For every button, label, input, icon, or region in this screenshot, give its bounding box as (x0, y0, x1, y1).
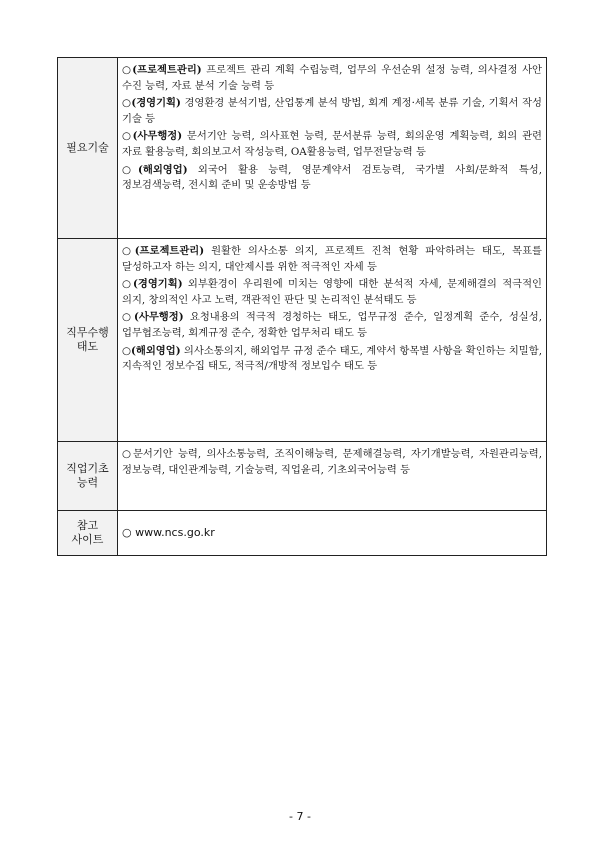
page-number: - 7 - (289, 810, 311, 823)
bullet-circle: ○ (122, 97, 132, 110)
item-category: (프로젝트관리) (132, 64, 202, 76)
bullet-circle: ○ (122, 344, 132, 357)
table-row-basic-competency (58, 442, 547, 511)
table-row-required-skills (58, 58, 547, 239)
row-label-text: 참고 (76, 519, 99, 532)
bullet-circle: ○ (122, 163, 139, 176)
job-description-table (57, 57, 547, 556)
item-category: (프로젝트관리) (134, 245, 205, 257)
list-item (122, 344, 542, 375)
item-text: 외국어 활용 능력, 영문계약서 검토능력, 국가별 사회/문화적 특성, 정보검색능력, 전시회 준비 및 운송방법 등 (122, 163, 542, 192)
bullet-circle: ○ (122, 448, 133, 460)
row-content-basic-competency (118, 442, 547, 511)
list-item (122, 129, 542, 160)
table-row-job-attitude (58, 239, 547, 442)
row-label-basic-competency (58, 442, 118, 511)
row-label-text: 능력 (76, 476, 99, 489)
list-item (122, 63, 542, 94)
bullet-circle: ○ (122, 245, 135, 257)
list-item (122, 447, 542, 478)
reference-site-link[interactable]: www.ncs.go.kr (135, 526, 215, 540)
item-text: 경영환경 분석기법, 산업통계 분석 방법, 회계 계정·세목 분류 기술, 기획서 작성 기술 등 (122, 97, 542, 125)
bullet-circle: ○ (122, 526, 132, 540)
row-label-text: 필요기술 (66, 141, 109, 154)
list-item (122, 163, 542, 194)
bullet-circle: ○ (122, 130, 133, 143)
item-category: (경영기획) (133, 278, 183, 291)
item-category: (사무행정) (134, 311, 184, 324)
list-item (122, 96, 542, 127)
item-text: 의사소통의지, 해외업무 규정 준수 태도, 계약서 항목별 사항을 확인하는 치밀함, 지속적인 정보수집 태도, 적극적/개방적 정보입수 태도 등 (122, 344, 542, 373)
row-label-text: 태도 (76, 340, 99, 353)
row-content-required-skills (118, 58, 547, 239)
item-category: (해외영업) (138, 163, 188, 176)
row-label-text: 직무수행 (66, 326, 109, 339)
item-text: 요청내용의 적극적 경청하는 태도, 업무규정 준수, 일정계획 준수, 성실성, 업무협조능력, 회계규정 준수, 정확한 업무처리 태도 등 (122, 311, 542, 339)
list-item (122, 277, 542, 308)
item-category: (사무행정) (132, 130, 183, 143)
item-text: 문서기안 능력, 의사소통능력, 조직이해능력, 문제해결능력, 자기개발능력, 자원관리능력, 정보능력, 대인관계능력, 기술능력, 직업윤리, 기초외국어능력 등 (122, 448, 542, 476)
item-text: 외부환경이 우리원에 미치는 영향에 대한 분석적 자세, 문제해결의 적극적인 의지, 창의적인 사고 노력, 객관적인 판단 및 논리적인 분석태도 등 (122, 278, 542, 306)
item-text: 프로젝트 관리 계획 수립능력, 업무의 우선순위 설정 능력, 의사결정 사안 수진 능력, 자료 분석 기술 능력 등 (122, 64, 542, 92)
row-label-required-skills (58, 58, 118, 239)
bullet-circle: ○ (122, 311, 135, 324)
item-category: (해외영업) (131, 344, 181, 357)
row-label-reference-site (58, 511, 118, 556)
item-text: 원활한 의사소통 의지, 프로젝트 진척 현황 파악하려는 태도, 목표를 달성하고자 하는 의지, 대안제시를 위한 적극적인 자세 등 (122, 245, 542, 273)
row-label-job-attitude (58, 239, 118, 442)
row-label-text: 직업기초 (66, 462, 109, 475)
item-text: 문서기안 능력, 의사표현 능력, 문서분류 능력, 회의운영 계획능력, 회의 관련 자료 활용능력, 회의보고서 작성능력, OA활용능력, 업무전달능력 등 (122, 130, 542, 158)
bullet-circle: ○ (122, 64, 133, 76)
bullet-circle: ○ (122, 278, 134, 291)
row-content-job-attitude (118, 239, 547, 442)
list-item (122, 244, 542, 275)
row-label-text: 사이트 (71, 533, 104, 546)
table-row-reference-site (58, 511, 547, 556)
list-item (122, 310, 542, 341)
row-content-reference-site (118, 511, 547, 556)
item-category: (경영기획) (131, 97, 181, 110)
